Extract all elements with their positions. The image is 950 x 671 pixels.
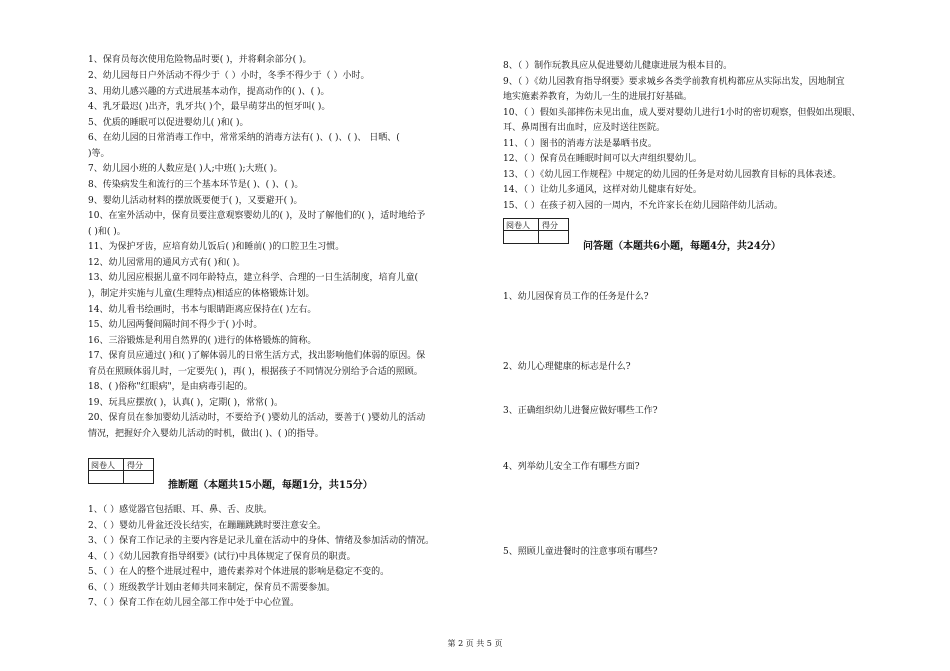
- fill-question-10: 10、在室外活动中，保育员要注意观察婴幼儿的( )，及时了解他们的( )，适时地给予: [88, 211, 426, 221]
- score-box-judge: [88, 458, 154, 484]
- judge-question-15: 15、（ ）在孩子初入园的一周内，不允许家长在幼儿园陪伴幼儿活动。: [503, 201, 783, 211]
- judge-question-10-cont: 耳、鼻周围有出血时，应及时送往医院。: [503, 123, 666, 133]
- judge-question-4: 4、（ ）《幼儿园教育指导纲要》(试行)中具体规定了保育员的职责。: [88, 552, 356, 562]
- fill-question-1: 1、保育员每次使用危险物品时要( )，并将剩余部分( )。: [88, 55, 312, 65]
- judge-question-7: 7、（ ）保育工作在幼儿园全部工作中处于中心位置。: [88, 598, 300, 608]
- fill-question-6: 6、在幼儿园的日常消毒工作中，常常采纳的消毒方法有( )、( )、( )、 日晒、(: [88, 133, 400, 143]
- score-box-reviewer-label: 阅卷人: [91, 461, 115, 470]
- fill-question-13-cont: )，制定并实施与儿童(生理特点)相适应的体格锻炼计划。: [88, 289, 315, 299]
- qa-question-3: 3、正确组织幼儿进餐应做好哪些工作?: [503, 406, 658, 416]
- judge-question-10: 10、（ ）假如头部摔伤未见出血，成人要对婴幼儿进行1小时的密切观察，但假如出现眼、: [503, 108, 861, 118]
- judge-section-title: 推断题（本题共15小题，每题1分，共15分）: [168, 480, 373, 491]
- score-box-qa: [503, 218, 569, 244]
- fill-question-6-cont: )等。: [88, 149, 110, 159]
- fill-question-8: 8、传染病发生和流行的三个基本环节是( )、( )、( )。: [88, 180, 304, 190]
- judge-question-9-cont: 地实施素养教育，为幼儿一生的进展打好基础。: [503, 92, 693, 102]
- judge-question-6: 6、（ ）班级教学计划由老师共同来制定，保育员不需要参加。: [88, 583, 336, 593]
- qa-question-1: 1、幼儿园保育员工作的任务是什么?: [503, 292, 649, 302]
- judge-question-9: 9、（ ）《幼儿园教育指导纲要》要求城乡各类学前教育机构都应从实际出发，因地制宜: [503, 77, 845, 87]
- fill-question-2: 2、幼儿园每日户外活动不得少于（ ）小时，冬季不得少于（ ）小时。: [88, 71, 370, 81]
- judge-question-11: 11、（ ）图书的消毒方法是暴晒书皮。: [503, 139, 657, 149]
- judge-question-2: 2、（ ）婴幼儿骨盆还没长结实，在蹦蹦跳跳时要注意安全。: [88, 521, 327, 531]
- qa-question-4: 4、列举幼儿安全工作有哪些方面?: [503, 462, 640, 472]
- fill-question-17-cont: 育员在照顾体弱儿时，一定要先( )，再( )，根据孩子不同情况分别给予合适的照顾。: [88, 367, 423, 377]
- fill-question-14: 14、幼儿看书绘画时，书本与眼睛距离应保持在( )左右。: [88, 305, 317, 315]
- fill-question-15: 15、幼儿园两餐间隔时间不得少于( )小时。: [88, 320, 263, 330]
- score-box-reviewer-label: 阅卷人: [506, 221, 530, 230]
- fill-question-9: 9、婴幼儿活动材料的摆放既要便于( )，又要避开( )。: [88, 196, 303, 206]
- judge-question-14: 14、（ ）让幼儿多通风，这样对幼儿健康有好处。: [503, 185, 702, 195]
- fill-question-10-cont: ( )和( )。: [88, 227, 126, 237]
- judge-question-5: 5、（ ）在人的整个进展过程中，遗传素养对个体进展的影响是稳定不变的。: [88, 567, 390, 577]
- fill-question-3: 3、用幼儿感兴趣的方式进展基本动作，提高动作的( )、( )。: [88, 87, 330, 97]
- judge-question-1: 1、（ ）感觉器官包括眼、耳、鼻、舌、皮肤。: [88, 505, 273, 515]
- judge-question-13: 13、（ ）《幼儿园工作规程》中规定的幼儿园的任务是对幼儿园教育目标的具体表述。: [503, 170, 842, 180]
- judge-question-12: 12、（ ）保育员在睡眠时间可以大声组织婴幼儿。: [503, 154, 702, 164]
- page-number: 第 2 页 共 5 页: [447, 639, 503, 648]
- fill-question-16: 16、三浴锻炼是利用自然界的( )进行的体格锻炼的简称。: [88, 336, 317, 346]
- fill-question-19: 19、玩具应摆放( )，认真( )，定期( )，常常( )。: [88, 398, 283, 408]
- qa-question-5: 5、照顾儿童进餐时的注意事项有哪些?: [503, 547, 658, 557]
- qa-section-title: 问答题（本题共6小题，每题4分，共24分）: [583, 241, 781, 252]
- fill-question-17: 17、保育员应通过( )和( )了解体弱儿的日常生活方式，找出影响他们体弱的原因。保: [88, 351, 426, 361]
- qa-question-2: 2、幼儿心理健康的标志是什么?: [503, 362, 631, 372]
- fill-question-18: 18、( )俗称"红眼病"，是由病毒引起的。: [88, 382, 253, 392]
- fill-question-20-cont: 情况，把握好介入婴幼儿活动的时机，做出( )、( )的指导。: [88, 429, 324, 439]
- score-box-score-label: 得分: [127, 461, 143, 470]
- judge-question-3: 3、（ ）保育工作记录的主要内容是记录儿童在活动中的身体、情绪及参加活动的情况。: [88, 536, 435, 546]
- fill-question-7: 7、幼儿园小班的人数应是( )人;中班( );大班( )。: [88, 164, 283, 174]
- fill-question-5: 5、优质的睡眠可以促进婴幼儿( )和( )。: [88, 118, 249, 128]
- score-box-score-label: 得分: [542, 221, 558, 230]
- fill-question-12: 12、幼儿园常用的通风方式有( )和( )。: [88, 258, 246, 268]
- fill-question-4: 4、乳牙最迟( )出齐，乳牙共( )个，最早萌芽出的恒牙叫( )。: [88, 102, 331, 112]
- fill-question-20: 20、保育员在参加婴幼儿活动时，不要给予( )婴幼儿的活动，要善于( )婴幼儿的活动: [88, 413, 426, 423]
- fill-question-11: 11、为保护牙齿，应培育幼儿饭后( )和睡前( )的口腔卫生习惯。: [88, 242, 345, 252]
- judge-question-8: 8、（ ）制作玩教具应从促进婴幼儿健康进展为根本目的。: [503, 61, 733, 71]
- fill-question-13: 13、幼儿园应根据儿童不同年龄特点，建立科学、合理的一日生活制度，培育儿童(: [88, 273, 418, 283]
